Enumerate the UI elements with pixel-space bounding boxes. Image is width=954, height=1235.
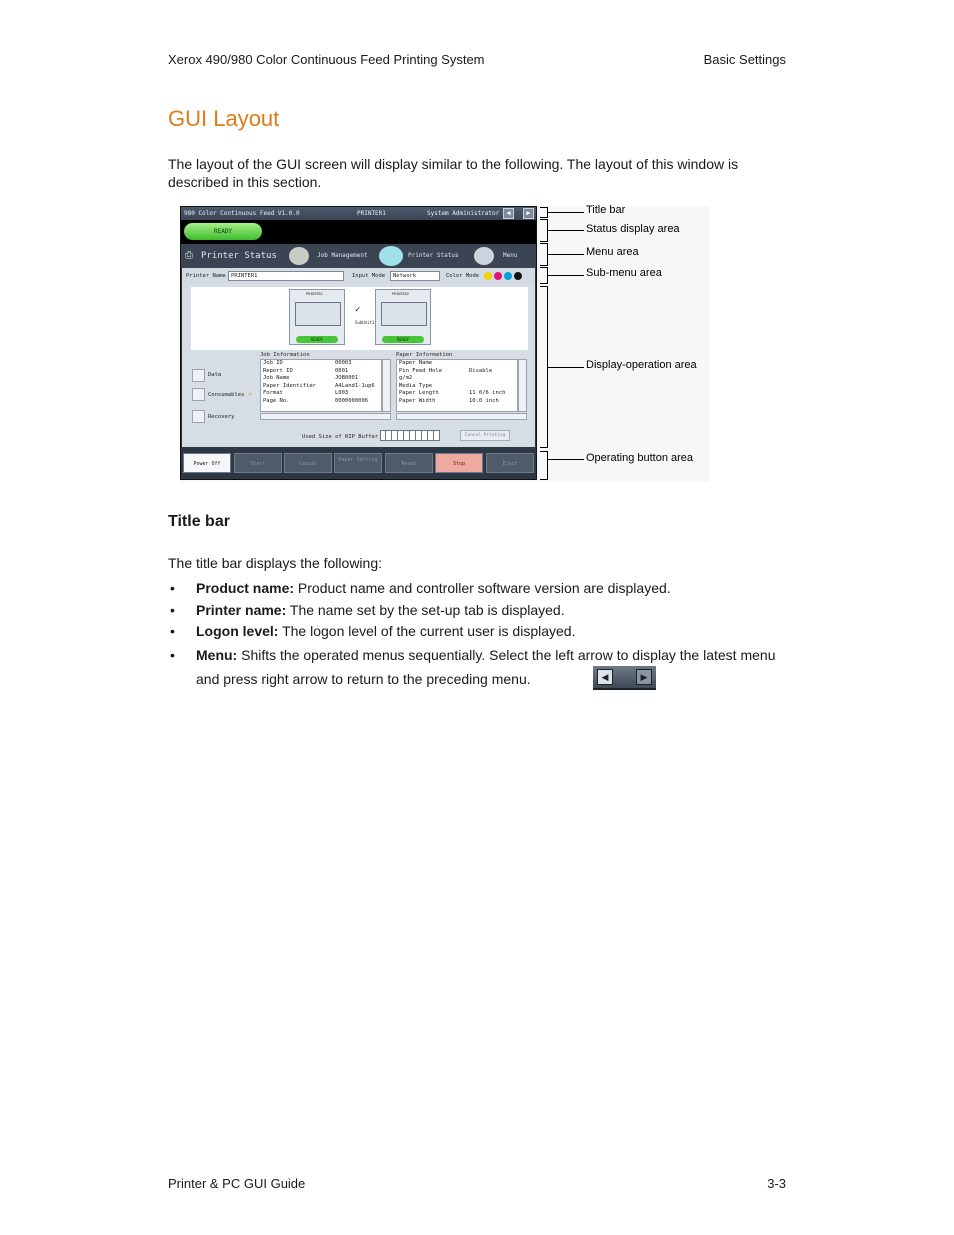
bullet-printer-name bbox=[168, 600, 788, 622]
gui-job-info-table bbox=[260, 359, 382, 412]
bullet-text: Shifts the operated menus sequentially. Select the left arrow to display the latest menu and press right arrow to return to the preceding menu. bbox=[196, 646, 776, 687]
gui-operating-button-area bbox=[181, 447, 536, 479]
section-title: GUI Layout bbox=[168, 106, 280, 131]
gui-connector-icon: ✓ bbox=[355, 305, 361, 315]
gui-start-button[interactable]: Start bbox=[234, 453, 282, 473]
gui-screenshot bbox=[180, 206, 537, 480]
gui-printer-left-ready: READY bbox=[296, 336, 338, 343]
gui-job-info-value: 00003 bbox=[335, 360, 352, 366]
leader-display-area bbox=[548, 367, 584, 368]
bracket-menu-area bbox=[540, 243, 548, 266]
label-title-bar: Title bar bbox=[586, 204, 626, 216]
gui-paper-info-value: 10.0 inch bbox=[469, 397, 499, 404]
gui-menu-area bbox=[181, 244, 536, 268]
gui-paper-setting-button[interactable]: Paper Setting bbox=[334, 453, 382, 473]
gui-printer-name-field[interactable]: PRINTER1 bbox=[228, 271, 344, 281]
bullet-term: Logon level: bbox=[196, 623, 279, 639]
footer-guide-name: Printer & PC GUI Guide bbox=[168, 1176, 306, 1191]
gui-eject-button[interactable]: Eject bbox=[486, 453, 534, 473]
gui-printer-right-body bbox=[381, 302, 427, 326]
gui-right-arrow-icon[interactable]: ▶ bbox=[523, 208, 534, 219]
gui-power-off-button[interactable]: Power Off bbox=[183, 453, 231, 473]
bullet-term: Printer name: bbox=[196, 601, 287, 618]
gui-job-info-value: L003 bbox=[335, 390, 349, 396]
gui-job-info-key: Job ID bbox=[263, 360, 283, 366]
header-title: Xerox 490/980 Color Continuous Feed Printing System bbox=[168, 52, 485, 67]
gui-job-info-row bbox=[261, 390, 381, 398]
right-arrow-icon[interactable]: ▶ bbox=[636, 669, 652, 685]
gui-input-mode-label: Input Mode bbox=[352, 273, 386, 279]
header-section: Basic Settings bbox=[703, 52, 786, 67]
gui-job-info-value: JOB0001 bbox=[335, 375, 359, 381]
gui-paper-info-table bbox=[396, 359, 518, 412]
gui-paper-info-key: Media Type bbox=[399, 382, 433, 389]
gui-printer-left-body bbox=[295, 302, 341, 326]
gui-title-bar bbox=[181, 207, 536, 220]
bracket-title-bar bbox=[540, 207, 548, 218]
gui-stop-button[interactable]: Stop bbox=[435, 453, 483, 473]
gui-job-management-label[interactable]: Job Management bbox=[317, 252, 368, 259]
leader-title-bar bbox=[548, 212, 584, 213]
gui-paper-info-row bbox=[397, 375, 517, 383]
gui-printer-left-name: PRINTER1 bbox=[306, 292, 323, 296]
gui-job-info-row bbox=[261, 360, 381, 368]
label-status-area: Status display area bbox=[586, 223, 680, 235]
bullet-product-name bbox=[168, 578, 788, 600]
gui-job-info-key: Job Name bbox=[263, 375, 290, 381]
label-submenu-area: Sub-menu area bbox=[586, 267, 662, 279]
title-bar-bullet-list bbox=[168, 578, 788, 691]
intro-paragraph: The layout of the GUI screen will display similar to the following. The layout of this window is described in this section. bbox=[168, 156, 739, 190]
bullet-text: The name set by the set-up tab is displayed. bbox=[286, 601, 565, 618]
gui-job-info-row bbox=[261, 368, 381, 376]
gui-paper-info-hscrollbar[interactable] bbox=[396, 413, 527, 420]
gui-printer-name: PRINTER1 bbox=[357, 210, 386, 217]
gui-data-label: Data bbox=[208, 372, 222, 378]
gui-printer-icon: ⎙ bbox=[185, 250, 193, 261]
gui-paper-info-key: Paper Length bbox=[399, 390, 439, 396]
gui-reset-button[interactable]: Reset bbox=[385, 453, 433, 473]
bullet-term: Product name: bbox=[196, 580, 295, 596]
bullet-logon-level bbox=[168, 621, 788, 643]
gui-left-arrow-icon[interactable]: ◀ bbox=[503, 208, 514, 219]
gui-job-info-scrollbar[interactable] bbox=[382, 359, 391, 412]
gui-job-info-key: Format bbox=[263, 390, 283, 396]
bullet-text: The logon level of the current user is displayed. bbox=[278, 623, 576, 639]
gui-rip-buffer-label: Used Size of RIP Buffer bbox=[302, 434, 379, 440]
gui-recovery-label: Recovery bbox=[208, 414, 235, 420]
label-menu-area: Menu area bbox=[586, 246, 639, 258]
menu-arrow-buttons bbox=[593, 666, 656, 690]
gui-paper-info-row bbox=[397, 390, 517, 398]
bullet-term: Menu: bbox=[196, 646, 238, 663]
gui-logon-level: System Administrator bbox=[427, 210, 500, 217]
gui-paper-info-row bbox=[397, 383, 517, 391]
gui-job-info-hscrollbar[interactable] bbox=[260, 413, 391, 420]
gui-printer-right-ready: READY bbox=[382, 336, 424, 343]
gui-cancel-button[interactable]: Cancel bbox=[284, 453, 332, 473]
gui-job-info-key: Page No. bbox=[263, 397, 290, 404]
gui-printer-status-label[interactable]: Printer Status bbox=[408, 252, 459, 259]
gui-recovery-checkbox[interactable] bbox=[192, 410, 205, 423]
gui-connector-label: SubUnit1 bbox=[355, 320, 375, 325]
gui-paper-info-row bbox=[397, 398, 517, 406]
gui-magenta-toner-icon bbox=[494, 272, 502, 280]
gui-job-info-row bbox=[261, 383, 381, 391]
gui-menu-label[interactable]: Menu bbox=[503, 252, 518, 259]
gui-job-info-value: A4Land1-1up6 bbox=[335, 382, 375, 389]
gui-black-toner-icon bbox=[514, 272, 522, 280]
left-arrow-icon[interactable]: ◀ bbox=[597, 669, 613, 685]
gui-printer-status-icon[interactable] bbox=[379, 246, 403, 266]
leader-menu-area bbox=[548, 254, 584, 255]
gui-job-info-title: Job Information bbox=[260, 352, 310, 358]
bracket-submenu-area bbox=[540, 267, 548, 284]
gui-paper-info-value: Disable bbox=[469, 367, 493, 374]
gui-paper-info-title: Paper Information bbox=[396, 352, 453, 358]
leader-button-area bbox=[548, 459, 584, 460]
gui-product-name: 980 Color Continuous Feed V1.0.0 bbox=[184, 210, 300, 217]
gui-consumables-checkbox[interactable] bbox=[192, 388, 205, 401]
bracket-display-area bbox=[540, 286, 548, 448]
gui-submenu-area bbox=[182, 268, 535, 284]
gui-job-info-row bbox=[261, 398, 381, 406]
gui-printer-preview bbox=[191, 287, 528, 350]
gui-printer-right[interactable] bbox=[375, 289, 431, 345]
gui-paper-info-value: 11 0/6 inch bbox=[469, 390, 506, 396]
gui-printer-left[interactable] bbox=[289, 289, 345, 345]
label-button-area: Operating button area bbox=[586, 452, 694, 464]
title-bar-intro: The title bar displays the following: bbox=[168, 555, 382, 571]
gui-paper-info-key: g/m2 bbox=[399, 375, 413, 381]
gui-paper-info-key: Paper Name bbox=[399, 360, 433, 366]
gui-paper-info-row bbox=[397, 360, 517, 368]
gui-paper-info-row bbox=[397, 368, 517, 376]
leader-submenu-area bbox=[548, 275, 584, 276]
gui-paper-info-key: Pin Feed Hole bbox=[399, 367, 443, 374]
gui-yellow-toner-icon bbox=[484, 272, 492, 280]
gui-paper-info-scrollbar[interactable] bbox=[518, 359, 527, 412]
bullet-text: Product name and controller software version are displayed. bbox=[294, 580, 671, 596]
label-display-area: Display-operation area bbox=[586, 359, 697, 371]
bracket-status-area bbox=[540, 219, 548, 242]
footer-page-number: 3-3 bbox=[767, 1176, 786, 1191]
gui-color-mode-label: Color Mode bbox=[446, 273, 480, 279]
gui-job-info-key: Report ID bbox=[263, 367, 293, 374]
gui-rip-buffer-gauge bbox=[380, 430, 440, 441]
subsection-title: Title bar bbox=[168, 513, 230, 530]
gui-input-mode-field[interactable]: Network bbox=[390, 271, 440, 281]
gui-menu-icon[interactable] bbox=[474, 247, 494, 265]
gui-printer-right-name: PRINTER2 bbox=[392, 292, 409, 296]
gui-job-info-value: 0001 bbox=[335, 367, 349, 374]
gui-printer-name-label: Printer Name bbox=[186, 273, 226, 279]
gui-data-checkbox[interactable] bbox=[192, 369, 205, 382]
bracket-button-area bbox=[540, 451, 548, 480]
gui-cancel-printing-button[interactable]: Cancel Printing bbox=[460, 430, 510, 441]
bullet-menu bbox=[168, 643, 788, 691]
gui-consumables-label: Consumables bbox=[208, 392, 245, 398]
gui-cyan-toner-icon bbox=[504, 272, 512, 280]
leader-status-area bbox=[548, 230, 584, 231]
gui-job-info-key: Paper Identifier bbox=[263, 382, 316, 389]
gui-display-operation-area bbox=[182, 284, 535, 447]
gui-job-info-row bbox=[261, 375, 381, 383]
gui-job-management-icon[interactable] bbox=[289, 247, 309, 265]
gui-ready-indicator: READY bbox=[184, 223, 262, 240]
gui-paper-info-key: Paper Width bbox=[399, 397, 436, 404]
gui-menu-title: Printer Status bbox=[201, 251, 277, 261]
gui-warning-icon: ⚠ bbox=[248, 389, 253, 397]
gui-status-area bbox=[181, 220, 536, 244]
gui-job-info-value: 0000000006 bbox=[335, 397, 369, 404]
